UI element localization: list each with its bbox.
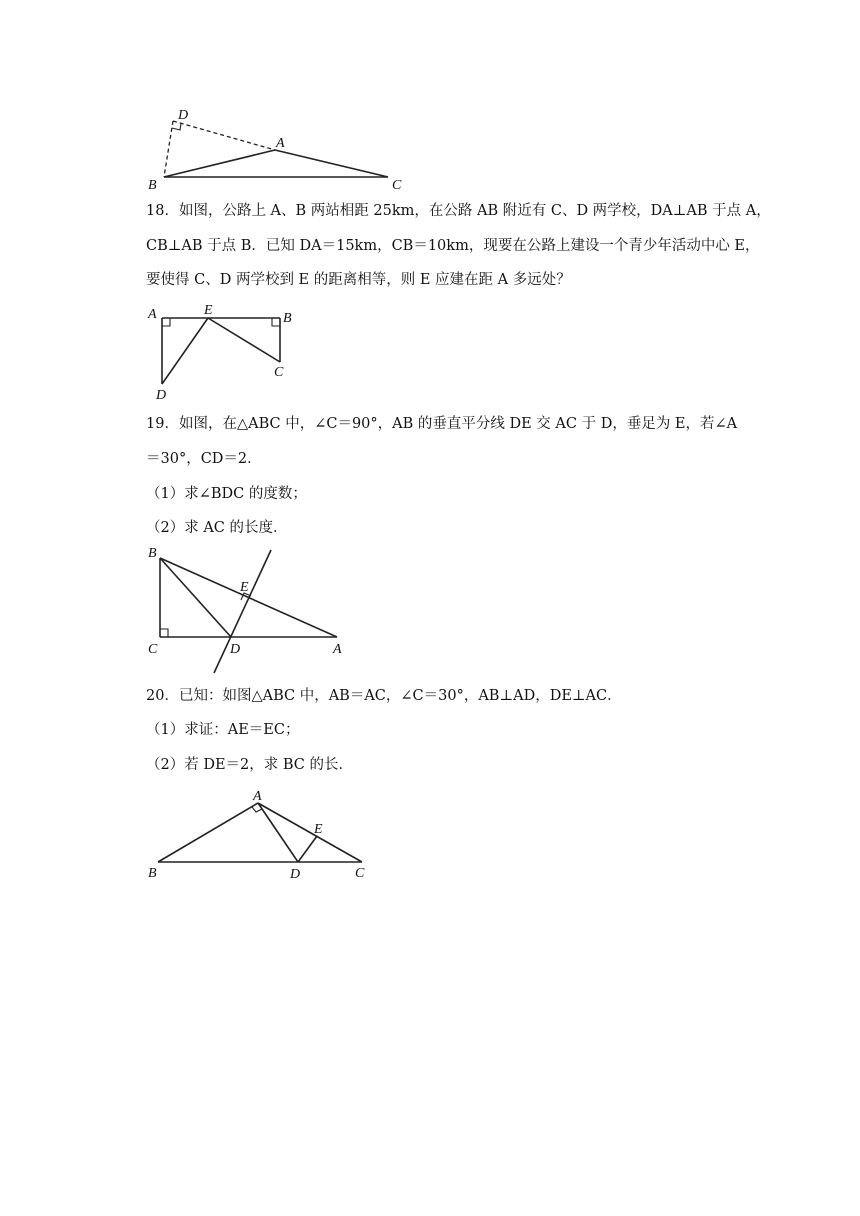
q20-line-3: （2）若 DE＝2，求 BC 的长．: [146, 757, 354, 773]
label-D: D: [290, 867, 301, 882]
segment-DE: [298, 836, 317, 862]
q20-line-1: 20．已知：如图△ABC 中，AB＝AC，∠C＝30°，AB⊥AD，DE⊥AC．: [146, 688, 622, 704]
q18-figure: [140, 300, 300, 405]
label-A: A: [333, 642, 342, 657]
label-C: C: [392, 178, 402, 193]
segment-DB-dashed: [164, 121, 173, 177]
right-angle-mark-A: [162, 318, 170, 326]
segment-DE: [162, 318, 208, 384]
q17-figure: [140, 100, 420, 195]
label-B: B: [148, 546, 157, 561]
right-angle-mark-B: [272, 318, 280, 326]
right-angle-mark-D: [172, 124, 181, 131]
q19-line-2: ＝30°，CD＝2．: [146, 451, 262, 467]
label-C: C: [274, 365, 284, 380]
label-D: D: [230, 642, 241, 657]
label-B: B: [148, 866, 157, 881]
q19-line-3: （1）求∠BDC 的度数；: [146, 486, 307, 502]
label-E: E: [314, 822, 323, 837]
segment-DA-dashed: [173, 121, 275, 150]
q20-figure: [140, 785, 380, 885]
right-angle-mark-C: [160, 629, 168, 637]
label-C: C: [148, 642, 158, 657]
label-D: D: [178, 108, 189, 123]
segment-EC: [208, 318, 280, 362]
segment-BA: [164, 150, 275, 177]
segment-AD: [258, 803, 298, 862]
label-A: A: [148, 307, 157, 322]
q19-line-1: 19．如图，在△ABC 中，∠C＝90°，AB 的垂直平分线 DE 交 AC 于 D，垂足为 E，若∠A: [146, 416, 738, 432]
label-A: A: [276, 136, 285, 151]
q18-line-3: 要使得 C、D 两学校到 E 的距离相等，则 E 应建在距 A 多远处？: [146, 272, 571, 288]
segment-AC: [258, 803, 362, 862]
label-A: A: [253, 789, 262, 804]
segment-BA: [158, 803, 258, 862]
label-D: D: [156, 388, 167, 403]
segment-BD: [160, 558, 231, 637]
q18-line-2: CB⊥AB 于点 B．已知 DA＝15km，CB＝10km，现要在公路上建设一个青少年活动中心 E，: [146, 238, 760, 254]
line-DE-bisector: [214, 550, 271, 673]
label-C: C: [355, 866, 365, 881]
q19-line-4: （2）求 AC 的长度．: [146, 520, 288, 536]
label-B: B: [283, 311, 292, 326]
q19-figure: [140, 540, 360, 680]
q20-line-2: （1）求证：AE＝EC；: [146, 722, 300, 738]
q18-line-1: 18．如图，公路上 A、B 两站相距 25km，在公路 AB 附近有 C、D 两学校，DA⊥AB 于点 A，: [146, 203, 771, 219]
label-E: E: [240, 580, 249, 595]
label-B: B: [148, 178, 157, 193]
label-E: E: [204, 303, 213, 318]
segment-AC: [275, 150, 388, 177]
